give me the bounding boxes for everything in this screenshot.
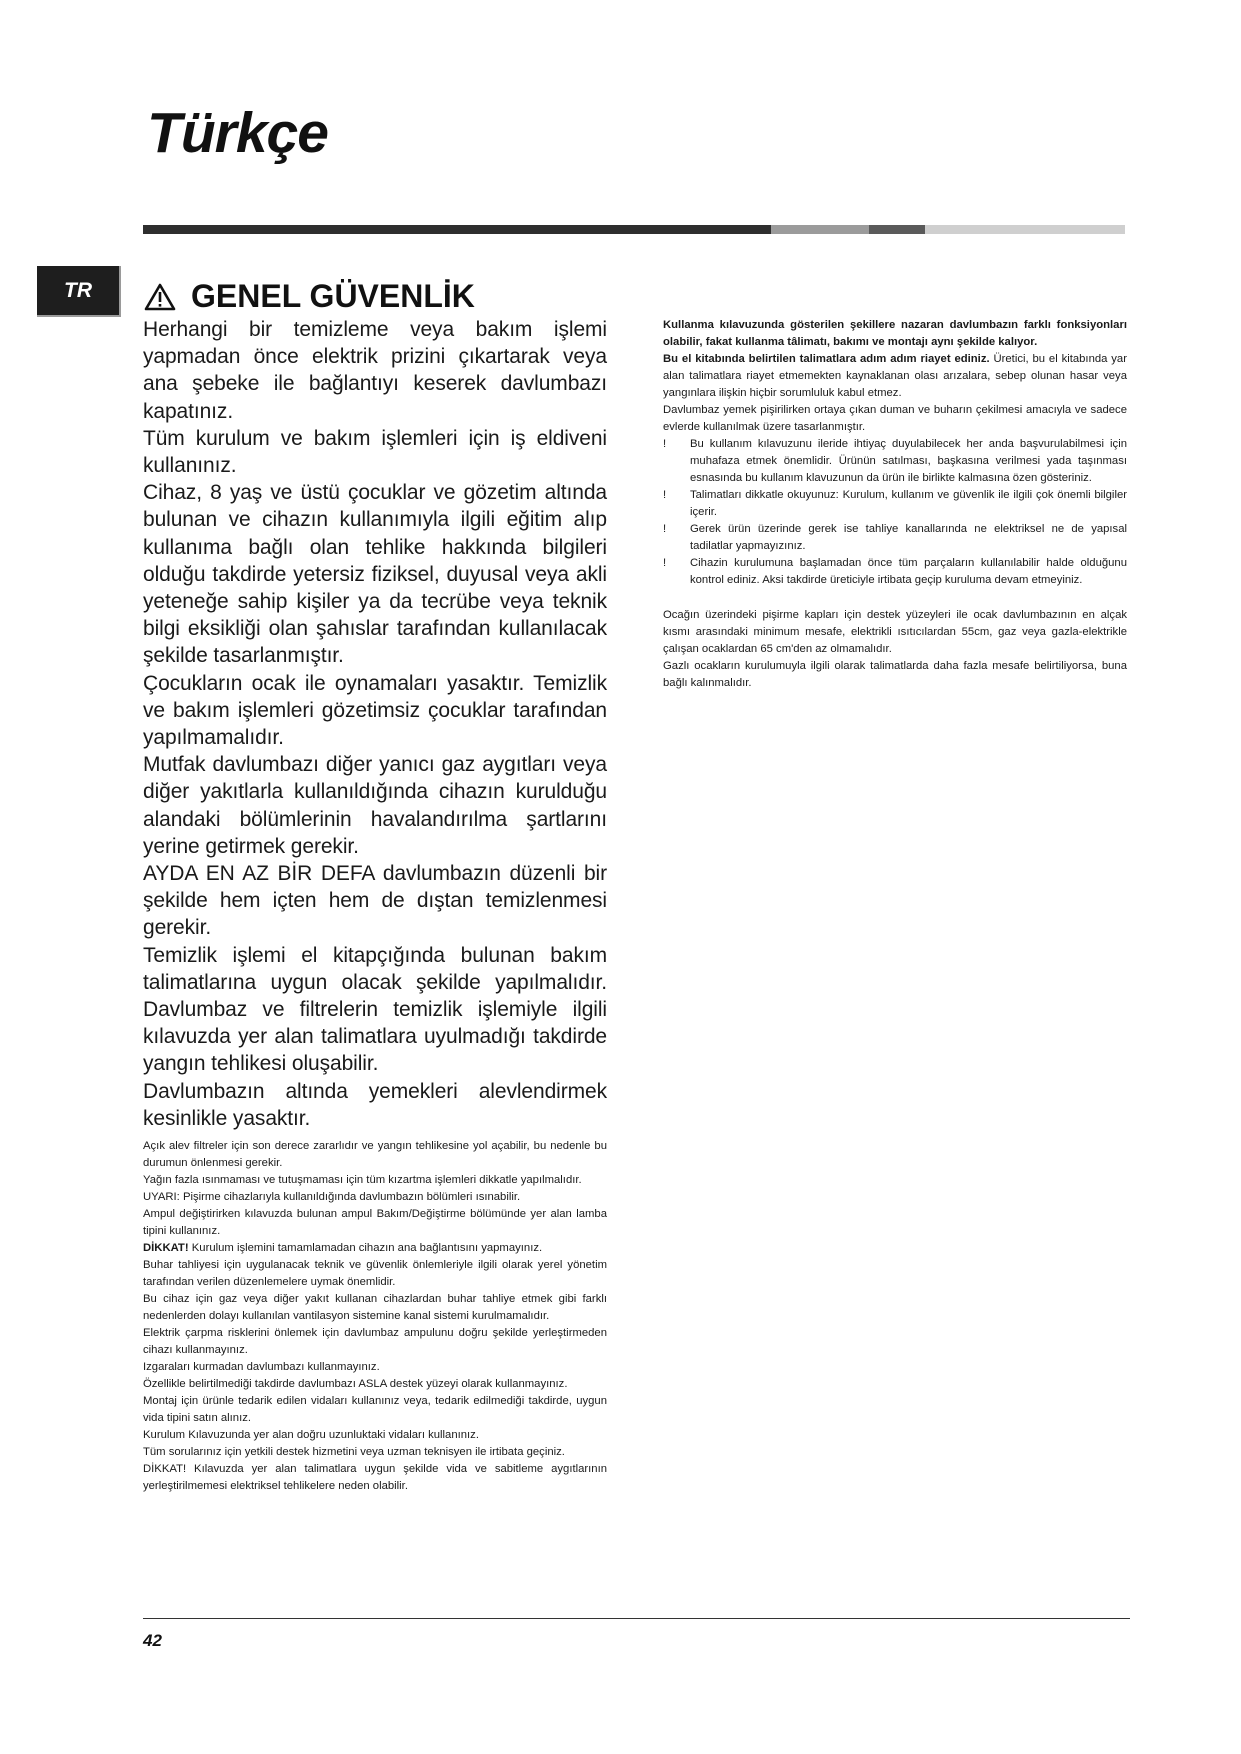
safety-note: Buhar tahliyesi için uygulanacak teknik ve güvenlik önlemleriyle ilgili olarak yerel yönetim tarafından verilen düzenlemelere uymak önemlidir.	[143, 1259, 607, 1289]
list-item	[663, 436, 1127, 487]
list-item-text: Cihazin kurulumuna başlamadan önce tüm parçaların kullanılabilir halde olduğunu kontrol ediniz. Aksi takdirde üreticiyle irtibata geçip kuruluma devam etmeyiniz.	[690, 557, 1127, 586]
safety-note: Izgaraları kurmadan davlumbazı kullanmayınız.	[143, 1361, 380, 1374]
lead-paragraph: Davlumbazın altında yemekleri alevlendirmek kesinlikle yasaktır.	[143, 1079, 607, 1130]
section-heading-text: GENEL GÜVENLİK	[191, 278, 475, 314]
exclamation-icon: !	[663, 489, 667, 501]
left-column	[143, 316, 607, 1495]
instructions-bold: Bu el kitabında belirtilen talimatlara adım adım riayet ediniz.	[663, 353, 990, 365]
header-rule-grey	[771, 225, 869, 234]
warning-triangle-icon	[143, 282, 177, 312]
safety-note: Montaj için ürünle tedarik edilen vidaları kullanınız veya, tedarik edilmediği takdirde, uygun vida tipini satın alınız.	[143, 1395, 607, 1425]
warning-list	[663, 436, 1127, 589]
distance-note: Ocağın üzerindeki pişirme kapları için destek yüzeyleri ile ocak davlumbazının en alçak kısmı arasındaki minimum mesafe, elektrikli ısıtıcılardan 55cm, gaz veya gazla-elektrikle çalışan ocaklardan 65 cm'den az olmamalıdır.	[663, 609, 1127, 655]
page-title: Türkçe	[147, 101, 328, 165]
safety-note: Kurulum Kılavuzunda yer alan doğru uzunluktaki vidaları kullanınız.	[143, 1429, 479, 1442]
page-number: 42	[143, 1631, 162, 1650]
list-item	[663, 555, 1127, 589]
header-rule-dark	[143, 225, 771, 234]
safety-note: Tüm sorularınız için yetkili destek hizmetini veya uzman teknisyen ile irtibata geçiniz.	[143, 1446, 565, 1459]
lead-paragraph: AYDA EN AZ BİR DEFA davlumbazın düzenli bir şekilde hem içten hem de dıştan temizlenmesi gerekir.	[143, 862, 607, 940]
safety-note	[143, 1240, 607, 1257]
header-rule-light	[925, 225, 1125, 234]
safety-note: Özellikle belirtilmediği takdirde davlumbazı ASLA destek yüzeyi olarak kullanmayınız.	[143, 1378, 568, 1391]
safety-note: Açık alev filtreler için son derece zararlıdır ve yangın tehlikesine yol açabilir, bu nedenle bu durumun önlenmesi gerekir.	[143, 1140, 607, 1170]
list-item	[663, 521, 1127, 555]
lead-paragraph: Tüm kurulum ve bakım işlemleri için iş eldiveni kullanınız.	[143, 426, 607, 478]
lead-paragraph: Cihaz, 8 yaş ve üstü çocuklar ve gözetim altında bulunan ve cihazın kullanımıyla ilgili eğitim alıp kullanıma bağlı olan tehlike hakkında bilgileri olduğu takdirde yetersiz fiziksel, duyusal veya akli yeteneğe sahip kişiler ya da tecrübe veya teknik bilgi eksikliği olan şahıslar tarafından kullanılacak şekilde tasarlanmıştır.	[143, 481, 607, 668]
section-heading	[143, 278, 475, 315]
intro-bold-note: Kullanma kılavuzunda gösterilen şekillere nazaran davlumbazın farklı fonksiyonları olabilir, fakat kullanma tâlimatı, bakımı ve montajı aynı şekilde kalıyor.	[663, 319, 1127, 348]
instructions-text: Üretici, bu el kitabında yar alan talimatlara riayet etmemekten kaynaklanan olası arızalara, sebep olunan hasar veya yangınlara ilişkin hiçbir sorumluluk kabul etmez.	[663, 353, 1127, 399]
list-item-text: Talimatları dikkatle okuyunuz: Kurulum, kullanım ve güvenlik ile ilgili çok önemli bilgiler içerir.	[690, 489, 1127, 518]
language-tab: TR	[37, 266, 121, 317]
caution-label: DİKKAT!	[143, 1242, 189, 1255]
safety-note: DİKKAT! Kılavuzda yer alan talimatlara uygun şekilde vida ve sabitleme aygıtlarının yerleştirilmemesi elektriksel tehlikelere neden olabilir.	[143, 1463, 607, 1493]
safety-note: Bu cihaz için gaz veya diğer yakıt kullanan cihazlardan buhar tahliye etmek gibi farklı nedenlerden dolayı kullanılan vantilasyon sistemine kanal sistemi kurulmamalıdır.	[143, 1293, 607, 1323]
purpose-note: Davlumbaz yemek pişirilirken ortaya çıkan duman ve buharın çekilmesi amacıyla ve sadece evlerde kullanılmak üzere tasarlanmıştır.	[663, 404, 1127, 433]
safety-note: Elektrik çarpma risklerini önlemek için davlumbaz ampulunu doğru şekilde yerleştirmeden cihazı kullanmayınız.	[143, 1327, 607, 1357]
list-item	[663, 487, 1127, 521]
lead-paragraph: Çocukların ocak ile oynamaları yasaktır. Temizlik ve bakım işlemleri gözetimsiz çocuklar tarafından yapılmamalıdır.	[143, 671, 607, 750]
distance-note: Gazlı ocakların kurulumuyla ilgili olarak talimatlarda daha fazla mesafe belirtiliyorsa, buna bağlı kalınmalıdır.	[663, 660, 1127, 689]
list-item-text: Gerek ürün üzerinde gerek ise tahliye kanallarında ne elektriksel ne de yapısal tadilatlar yapmayızınız.	[690, 523, 1127, 552]
safety-note: Ampul değiştirirken kılavuzda bulunan ampul Bakım/Değiştirme bölümünde yer alan lamba tipini kullanınız.	[143, 1208, 607, 1238]
exclamation-icon: !	[663, 523, 667, 535]
safety-notes	[143, 1138, 607, 1495]
lead-paragraph: Mutfak davlumbazı diğer yanıcı gaz aygıtları veya diğer yakıtlarla kullanıldığında cihazın kurulduğu alandaki bölümlerinin havalandırılma şartlarını yerine getirmek gerekir.	[143, 753, 607, 858]
exclamation-icon: !	[663, 557, 667, 569]
lead-paragraphs	[143, 316, 607, 1132]
spacer	[663, 589, 1127, 607]
lead-paragraph: Temizlik işlemi el kitapçığında bulunan bakım talimatlarına uygun olacak şekilde yapılmalıdır. Davlumbaz ve filtrelerin temizlik işlemiyle ilgili kılavuzda yer alan talimatlara uyulmadığı takdirde yangın tehlikesi oluşabilir.	[143, 943, 607, 1076]
exclamation-icon: !	[663, 438, 667, 450]
lead-paragraph: Herhangi bir temizleme veya bakım işlemi yapmadan önce elektrik prizini çıkartarak veya ana şebeke ile bağlantıyı keserek davlumbazı kapatınız.	[143, 318, 607, 423]
instructions-note	[663, 351, 1127, 402]
safety-note: Yağın fazla ısınmaması ve tutuşmaması için tüm kızartma işlemleri dikkatle yapılmalıdır.	[143, 1174, 582, 1187]
right-column	[663, 317, 1127, 692]
footer-rule	[143, 1618, 1130, 1619]
list-item-text: Bu kullanım kılavuzunu ileride ihtiyaç duyulabilecek her anda başvurulabilmesi için muhafaza etmek önemlidir. Ürünün satılması, başkasına verilmesi yada taşınması esnasında bu kullanım klavuzunun da ürün ile birlikte kalmasına özen gösteriniz.	[690, 438, 1127, 484]
header-rule-mid	[869, 225, 925, 234]
caution-text: Kurulum işlemini tamamlamadan cihazın ana bağlantısını yapmayınız.	[188, 1242, 543, 1255]
safety-note: UYARI: Pişirme cihazlarıyla kullanıldığında davlumbazın bölümleri ısınabilir.	[143, 1191, 521, 1204]
